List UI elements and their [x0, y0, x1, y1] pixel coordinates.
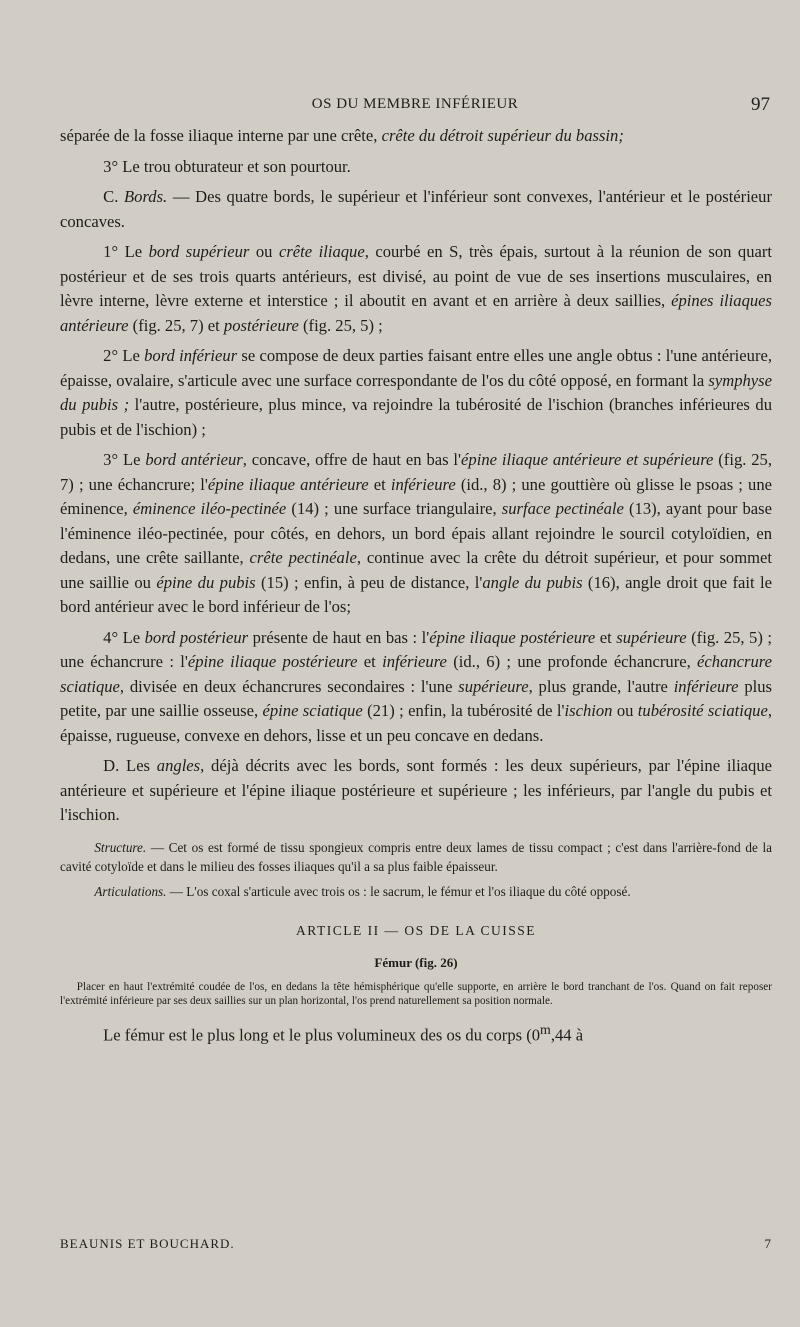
body-paragraph: 3° Le trou obturateur et son pourtour. [103, 156, 351, 176]
body-paragraph: C. Bords. — Des quatre bords, le supérieur et l'inférieur sont convexes, l'antérieur et le postérieur concaves. [60, 187, 772, 231]
page-body [60, 124, 772, 1054]
body-paragraph: 3° Le bord antérieur, concave, offre de haut en bas l'épine iliaque antérieure et supérieure (fig. 25, 7) ; une échancrure; l'épine iliaque antérieure et inférieure (id., 8) ; une gouttière où glisse le psoas ; une éminence, éminence iléo-pectinée (14) ; une surface triangulaire, surface pectinéale (13), ayant pour base l'éminence iléo-pectinée, pour côtés, en dehors, un bord épais allant rejoindre le sourcil cotyloïdien, en dedans, une crête saillante, crête pectinéale, continue avec la crête du détroit supérieur, et pour sommet une saillie ou épine du pubis (15) ; enfin, à peu de distance, l'angle du pubis (16), angle droit que fait le bord antérieur avec le bord inférieur de l'os; [60, 450, 773, 616]
body-paragraph: 1° Le bord supérieur ou crête iliaque, courbé en S, très épais, surtout à la réunion de son quart postérieur et de ses trois quarts antérieurs, est divisé, au point de vue de ses insertions musculaires, en lèvre interne, lèvre externe et interstice ; il aboutit en avant et en arrière à deux saillies, épines iliaques antérieure (fig. 25, 7) et postérieure (fig. 25, 5) ; [60, 242, 773, 335]
body-paragraph: D. Les angles, déjà décrits avec les bords, sont formés : les deux supérieurs, par l'épine iliaque antérieure et supérieure et l'épine iliaque postérieure et supérieure ; les inférieurs, par l'angle du pubis et l'ischion. [60, 756, 772, 824]
footer-authors: BEAUNIS ET BOUCHARD. [60, 1236, 235, 1251]
signature-mark: 7 [764, 1236, 772, 1251]
page-number: 97 [751, 94, 770, 115]
page-footer [60, 1236, 772, 1252]
article-title: ARTICLE II — OS DE LA CUISSE [296, 922, 536, 938]
placement-note: Placer en haut l'extrémité coudée de l'os, en dedans la tête hémisphérique qu'elle supporte, en arrière le bord tranchant de l'os. Quand on fait reposer l'extrémité inférieure par ses deux saillies sur un plan horizontal, l'os prend naturellement sa position normale. [60, 980, 772, 1007]
body-paragraph: 4° Le bord postérieur présente de haut en bas : l'épine iliaque postérieure et supérieure (fig. 25, 5) ; une échancrure : l'épine iliaque postérieure et inférieure (id., 6) ; une profonde échancrure, échancrure sciatique, divisée en deux échancrures secondaires : l'une supérieure, plus grande, l'autre inférieure plus petite, par une saillie osseuse, épine sciatique (21) ; enfin, la tubérosité de l'ischion ou tubérosité sciatique, épaisse, rugueuse, convexe en dehors, lisse et un peu concave en dedans. [60, 627, 772, 745]
body-paragraph: 2° Le bord inférieur se compose de deux parties faisant entre elles une angle obtus : l'une antérieure, épaisse, ovalaire, s'articule avec une surface correspondante de l'os du côté opposé, en formant la symphyse du pubis ; l'autre, postérieure, plus mince, va rejoindre la tubérosité de l'ischion (branches inférieures du pubis et de l'ischion) ; [60, 346, 772, 439]
section-subtitle: Fémur (fig. 26) [374, 955, 458, 970]
page-header [60, 96, 770, 122]
femur-paragraph: Le fémur est le plus long et le plus volumineux des os du corps (0$^m$,44 à [103, 1021, 584, 1045]
structure-paragraph: Structure. — Cet os est formé de tissu spongieux compris entre deux lames de tissu compact ; c'est dans l'arrière-fond de la cavité cotyloïde et dans le milieu des fosses iliaques qu'il a sa plus faible épaisseur. [60, 839, 772, 874]
articulations-paragraph: Articulations. — L'os coxal s'articule avec trois os : le sacrum, le fémur et l'os iliaque du côté opposé. [94, 883, 631, 899]
running-title: OS DU MEMBRE INFÉRIEUR [311, 96, 519, 112]
body-paragraph: séparée de la fosse iliaque interne par une crête, crête du détroit supérieur du bassin; [60, 126, 624, 145]
paragraph-list [60, 124, 772, 828]
